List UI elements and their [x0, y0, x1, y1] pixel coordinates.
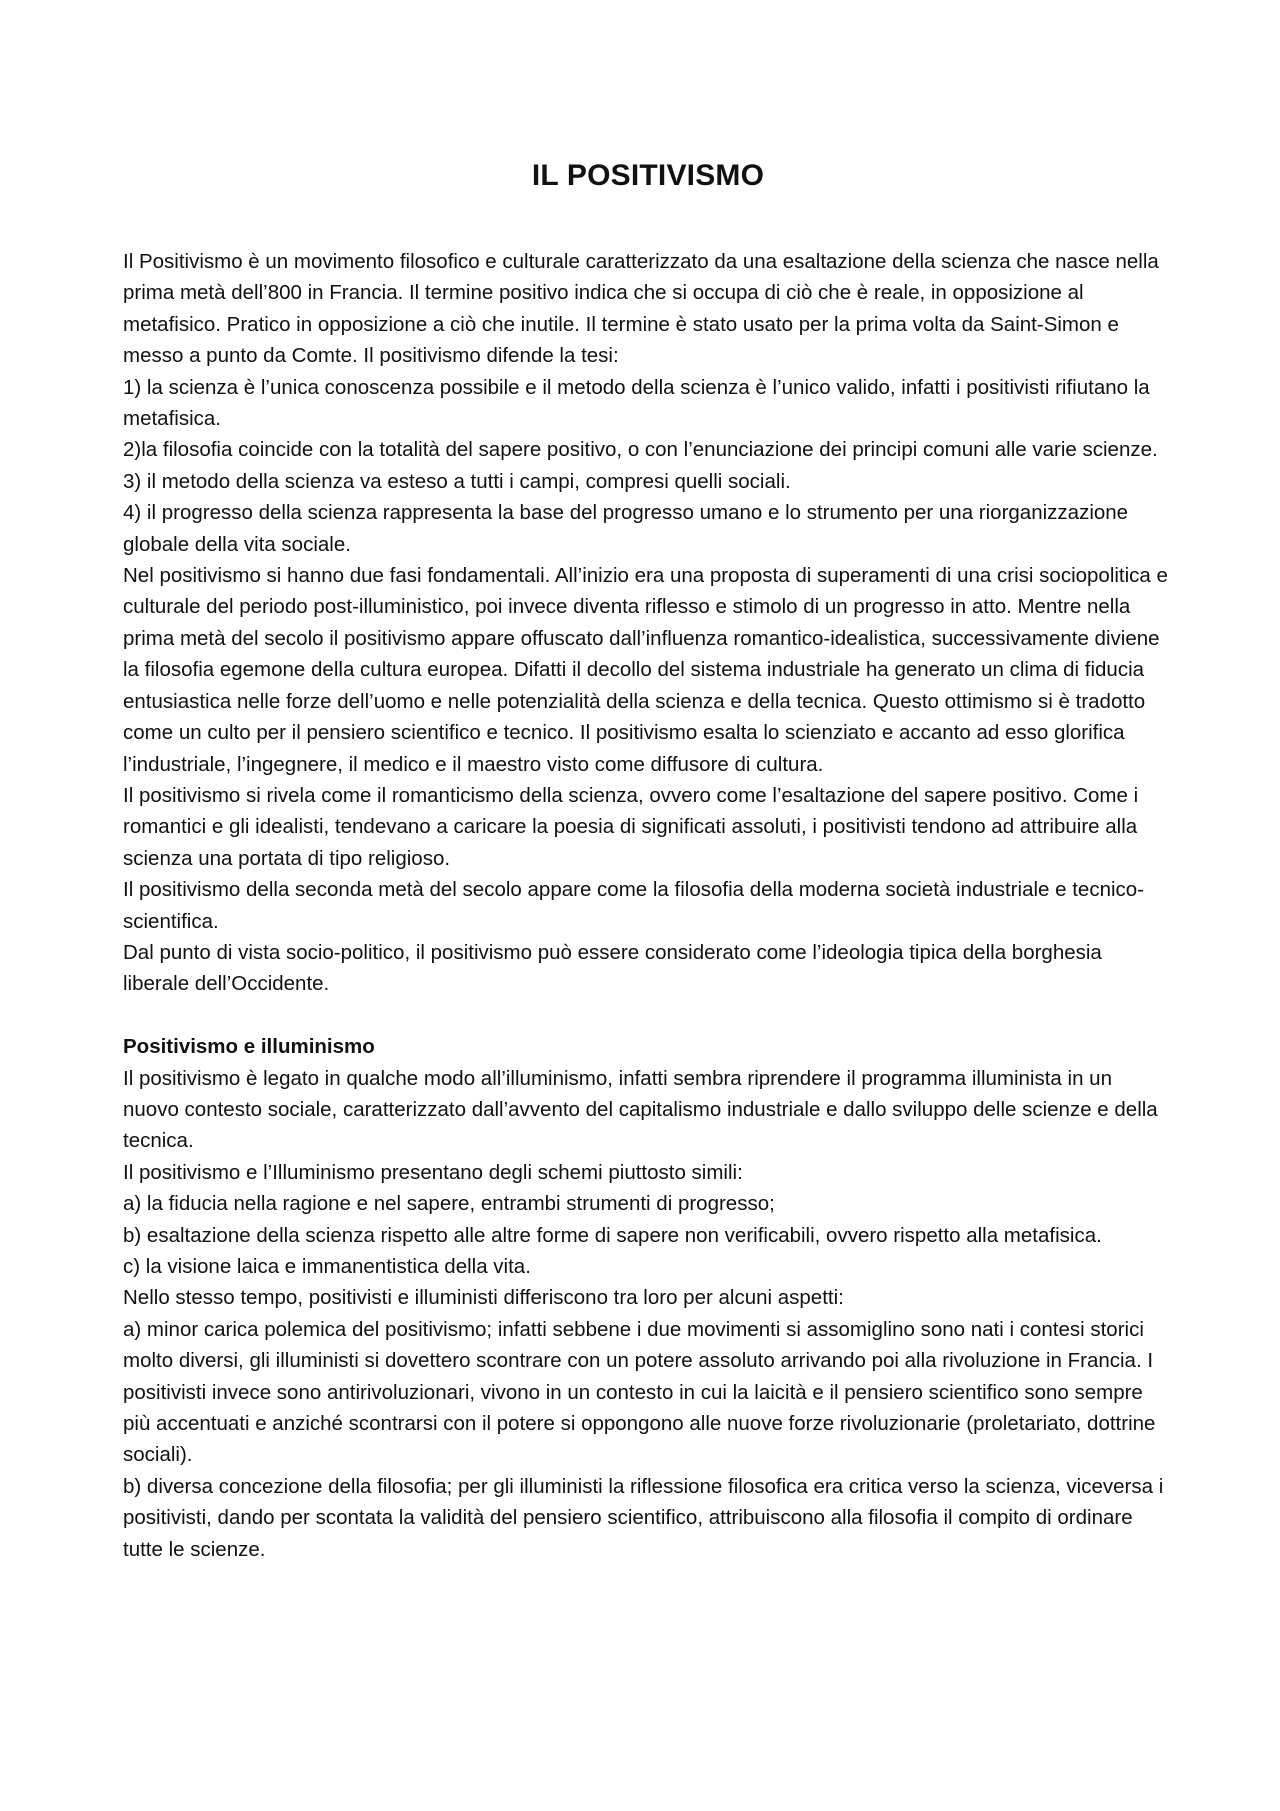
paragraph-phases: Nel positivismo si hanno due fasi fondamentali. All’inizio era una proposta di superamenti di una crisi sociopolitica e culturale del periodo post-illuministico, poi invece diventa riflesso e stimolo di un progresso in atto. Mentre nella prima metà del secolo il positivismo appare offuscato dall’influenza romantico-idealistica, successivamente diviene la filosofia egemone della cultura europea. Difatti il decollo del sistema industriale ha generato un clima di fiducia entusiastica nelle forze dell’uomo e nelle potenzialità della scienza e della tecnica. Questo ottimismo si è tradotto come un culto per il pensiero scientifico e tecnico. Il positivismo esalta lo scienziato e accanto ad esso glorifica l’industriale, l’ingegnere, il medico e il maestro visto come diffusore di cultura. [123, 564, 1168, 776]
paragraph-difference-b: b) diversa concezione della filosofia; per gli illuministi la riflessione filosofica era critica verso la scienza, viceversa i positivisti, dando per scontata la validità del pensiero scientifico, attribuiscono alla filosofia il compito di ordinare tutte le scienze. [123, 1474, 1164, 1561]
paragraph-second-half: Il positivismo della seconda metà del secolo appare come la filosofia della moderna società industriale e tecnico-scientifica. [123, 878, 1144, 933]
paragraph-romanticism: Il positivismo si rivela come il romanticismo della scienza, ovvero come l’esaltazione del sapere positivo. Come i romantici e gli idealisti, tendevano a caricare la poesia di significati assoluti, i positivisti tendono ad attribuire alla scienza una portata di tipo religioso. [123, 783, 1139, 870]
paragraph-intro: Il Positivismo è un movimento filosofico e culturale caratterizzato da una esaltazione della scienza che nasce nella prima metà dell’800 in Francia. Il termine positivo indica che si occupa di ciò che è reale, in opposizione al metafisico. Pratico in opposizione a ciò che inutile. Il termine è stato usato per la prima volta da Saint-Simon e messo a punto da Comte. Il positivismo difende la tesi: [123, 250, 1159, 368]
document-body [123, 246, 1173, 1565]
paragraph-similarity-a: a) la fiducia nella ragione e nel sapere, entrambi strumenti di progresso; [123, 1192, 775, 1216]
page-title: IL POSITIVISMO [531, 159, 765, 192]
paragraph-socio-political: Dal punto di vista socio-politico, il positivismo può essere considerato come l’ideologia tipica della borghesia liberale dell’Occidente. [123, 940, 1102, 996]
paragraph-link-enlightenment: Il positivismo è legato in qualche modo all’illuminismo, infatti sembra riprendere il programma illuminista in un nuovo contesto sociale, caratterizzato dall’avvento del capitalismo industriale e dallo sviluppo delle scienze e della tecnica. [123, 1066, 1158, 1153]
section-heading: Positivismo e illuminismo [123, 1035, 375, 1059]
paragraph-thesis-3: 3) il metodo della scienza va esteso a tutti i campi, compresi quelli sociali. [123, 469, 791, 493]
paragraph-difference-a: a) minor carica polemica del positivismo; infatti sebbene i due movimenti si assomiglino sono nati i contesi storici molto diversi, gli illuministi si dovettero scontrare con un potere assoluto arrivando poi alla rivoluzione in Francia. I positivisti invece sono antirivoluzionari, vivono in un contesto in cui la laicità e il pensiero scientifico sono sempre più accentuati e anziché scontrarsi con il potere si oppongono alle nuove forze rivoluzionarie (proletariato, dottrine sociali). [123, 1317, 1156, 1467]
document-page [123, 158, 1173, 1565]
paragraph-thesis-2: 2)la filosofia coincide con la totalità del sapere positivo, o con l’enunciazione dei principi comuni alle varie scienze. [123, 438, 1158, 462]
paragraph-differences: Nello stesso tempo, positivisti e illuministi differiscono tra loro per alcuni aspetti: [123, 1286, 844, 1310]
paragraph-thesis-4: 4) il progresso della scienza rappresenta la base del progresso umano e lo strumento per una riorganizzazione globale della vita sociale. [123, 501, 1129, 556]
paragraph-similarity-c: c) la visione laica e immanentistica della vita. [123, 1254, 531, 1278]
paragraph-similarity-b: b) esaltazione della scienza rispetto alle altre forme di sapere non verificabili, ovvero rispetto alla metafisica. [123, 1223, 1102, 1247]
section-spacer [123, 1000, 1173, 1031]
paragraph-thesis-1: 1) la scienza è l’unica conoscenza possibile e il metodo della scienza è l’unico valido, infatti i positivisti rifiutano la metafisica. [123, 375, 1150, 431]
paragraph-similar-schemes: Il positivismo e l’Illuminismo presentano degli schemi piuttosto simili: [123, 1160, 743, 1184]
